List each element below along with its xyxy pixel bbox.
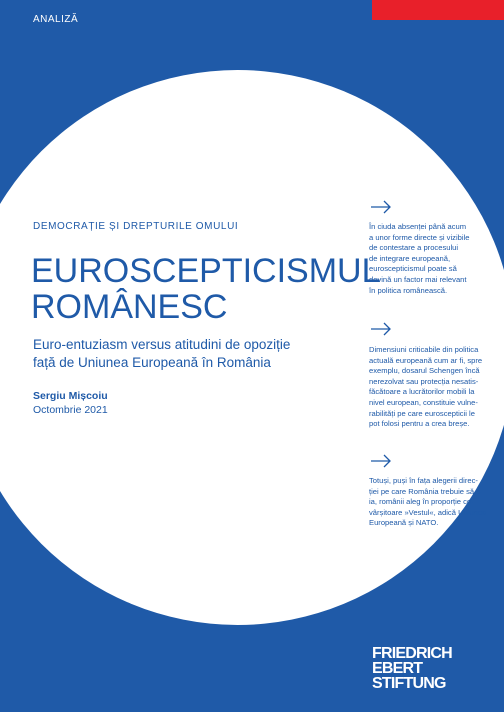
- fes-logo: [372, 646, 452, 691]
- subtitle: [33, 336, 333, 372]
- title-line-2: ROMÂNESC: [31, 288, 228, 326]
- sidebar-summary-1: [369, 222, 497, 296]
- summary-line: nerezolvat sau protecția nesatis-: [369, 376, 479, 386]
- summary-line: rabilități pe care euroscepticii le: [369, 408, 475, 418]
- accent-red-bar: [372, 0, 504, 20]
- subtitle-line-2: față de Uniunea Europeană în România: [33, 355, 271, 370]
- sidebar-summary-3: [369, 476, 497, 529]
- author-name: Sergiu Mișcoiu: [33, 390, 108, 402]
- summary-line: pot folosi pentru a crea breșe.: [369, 419, 470, 429]
- summary-line: actuală europeană cum ar fi, spre: [369, 355, 483, 365]
- publication-date: Octombrie 2021: [33, 404, 108, 416]
- summary-line: vârșitoare »Vestul«, adică Uniunea: [369, 507, 487, 517]
- logo-line-2: EBERT: [372, 660, 423, 677]
- summary-line: ției pe care România trebuie să o: [369, 486, 481, 496]
- summary-line: de contestare a procesului: [369, 243, 459, 253]
- summary-line: exemplu, dosarul Schengen încă: [369, 366, 480, 376]
- sidebar-summary-2: [369, 345, 497, 430]
- summary-line: Totuși, puși în fața alegerii direc-: [369, 476, 478, 485]
- logo-line-3: STIFTUNG: [372, 675, 446, 692]
- arrow-right-icon: [370, 322, 392, 336]
- topic-kicker: DEMOCRAȚIE ȘI DREPTURILE OMULUI: [33, 221, 239, 232]
- title-line-1: EUROSCEPTICISMUL: [31, 252, 381, 290]
- subtitle-line-1: Euro-entuziasm versus atitudini de opoziție: [33, 337, 291, 352]
- summary-line: în politica românească.: [369, 285, 448, 295]
- summary-line: devină un factor mai relevant: [369, 274, 467, 284]
- summary-line: ia, românii aleg în proporție co-: [369, 497, 474, 507]
- logo-line-1: FRIEDRICH: [372, 645, 452, 662]
- arrow-right-icon: [370, 200, 392, 214]
- arrow-right-icon: [370, 454, 392, 468]
- document-type-label: ANALIZĂ: [33, 14, 79, 25]
- summary-line: nivel european, constituie vulne-: [369, 397, 478, 407]
- summary-line: În ciuda absenței până acum: [369, 222, 467, 231]
- summary-line: Europeană și NATO.: [369, 518, 439, 528]
- summary-line: făcătoare a lucrătorilor mobili la: [369, 387, 475, 397]
- summary-line: de integrare europeană,: [369, 253, 451, 263]
- page-title: [31, 253, 381, 325]
- summary-line: Dimensiuni criticabile din politica: [369, 345, 479, 354]
- summary-line: euroscepticismul poate să: [369, 264, 457, 274]
- summary-line: a unor forme directe și vizibile: [369, 232, 470, 242]
